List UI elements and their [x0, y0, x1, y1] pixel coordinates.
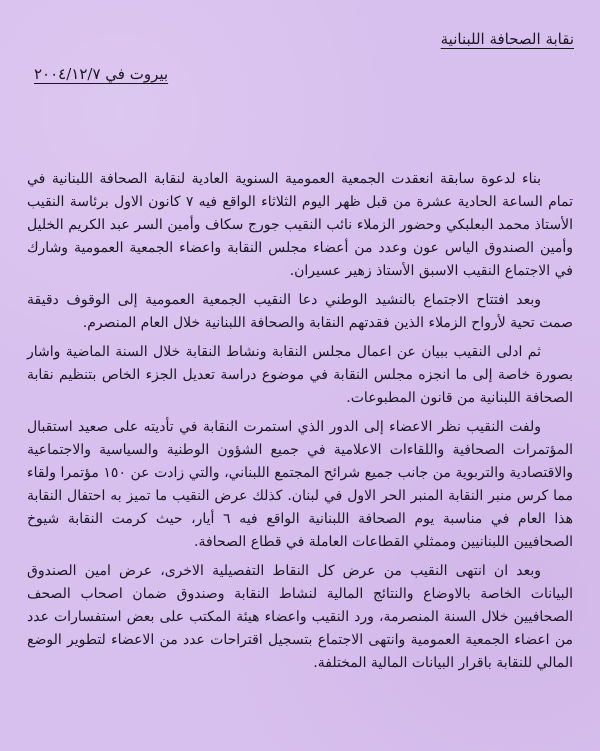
- document-body: [27, 168, 573, 675]
- paragraph-3: ثم ادلى النقيب ببيان عن اعمال مجلس النقابة ونشاط النقابة خلال السنة الماضية واشار بصورة خاصة إلى ما انجزه مجلس النقابة في موضوع دراسة تعديل الجزء الخاص بتنظيم نقابة الصحافة اللبنانية من قانون المطبوعات.: [27, 344, 573, 406]
- paragraph-4: ولفت النقيب نظر الاعضاء إلى الدور الذي استمرت النقابة في تأديته على صعيد استقبال المؤتمرات الصحافية واللقاءات الاعلامية في جميع الشؤون الوطنية والسياسية والاجتماعية والاقتصادية والتربوية من جانب جميع شرائح المجتمع اللبناني، والتي زادت عن ١٥٠ مؤتمرا ولقاء مما كرس منبر النقابة المنبر الحر الاول في لبنان. كذلك عرض النقيب ما تميز به احتفال النقابة هذا العام في مناسبة يوم الصحافة اللبنانية الواقع فيه ٦ أيار، حيث كرمت النقابة شيوخ الصحافيين اللبنانيين وممثلي القطاعات العاملة في قطاع الصحافة.: [27, 419, 573, 550]
- paragraph-2: وبعد افتتاح الاجتماع بالنشيد الوطني دعا النقيب الجمعية العمومية إلى الوقوف دقيقة صمت تحية لأرواح الزملاء الذين فقدتهم النقابة والصحافة اللبنانية خلال العام المنصرم.: [27, 292, 573, 331]
- dateline: بيروت في ٢٠٠٤/١٢/٧: [34, 65, 169, 83]
- paragraph-1: بناء لدعوة سابقة انعقدت الجمعية العمومية السنوية العادية لنقابة الصحافة اللبنانية في تمام الساعة الحادية عشرة من قبل ظهر اليوم الثلاثاء الواقع فيه ٧ كانون الاول برئاسة النقيب الأستاذ محمد البعلبكي وحضور الزملاء نائب النقيب جورج سكاف وأمين السر عبد الكريم الخليل وأمين الصندوق الياس عون وعدد من أعضاء مجلس النقابة واعضاء الجمعية العمومية وشارك في الاجتماع النقيب الاسبق الأستاذ زهير عسيران.: [27, 171, 573, 279]
- page-header: نقابة الصحافة اللبنانية: [440, 30, 574, 48]
- paragraph-5: وبعد ان انتهى النقيب من عرض كل النقاط التفصيلية الاخرى، عرض امين الصندوق البيانات الخاصة بالاوضاع والنتائج المالية لنشاط النقابة وصندوق ضمان اصحاب الصحف الصحافيين خلال السنة المنصرمة، ورد النقيب واعضاء هيئة المكتب على بعض استفسارات عدد من اعضاء الجمعية العمومية وانتهى الاجتماع بتسجيل اقتراحات عدد من الاعضاء لتطوير الوضع المالي للنقابة باقرار البيانات المالية المختلفة.: [27, 563, 573, 671]
